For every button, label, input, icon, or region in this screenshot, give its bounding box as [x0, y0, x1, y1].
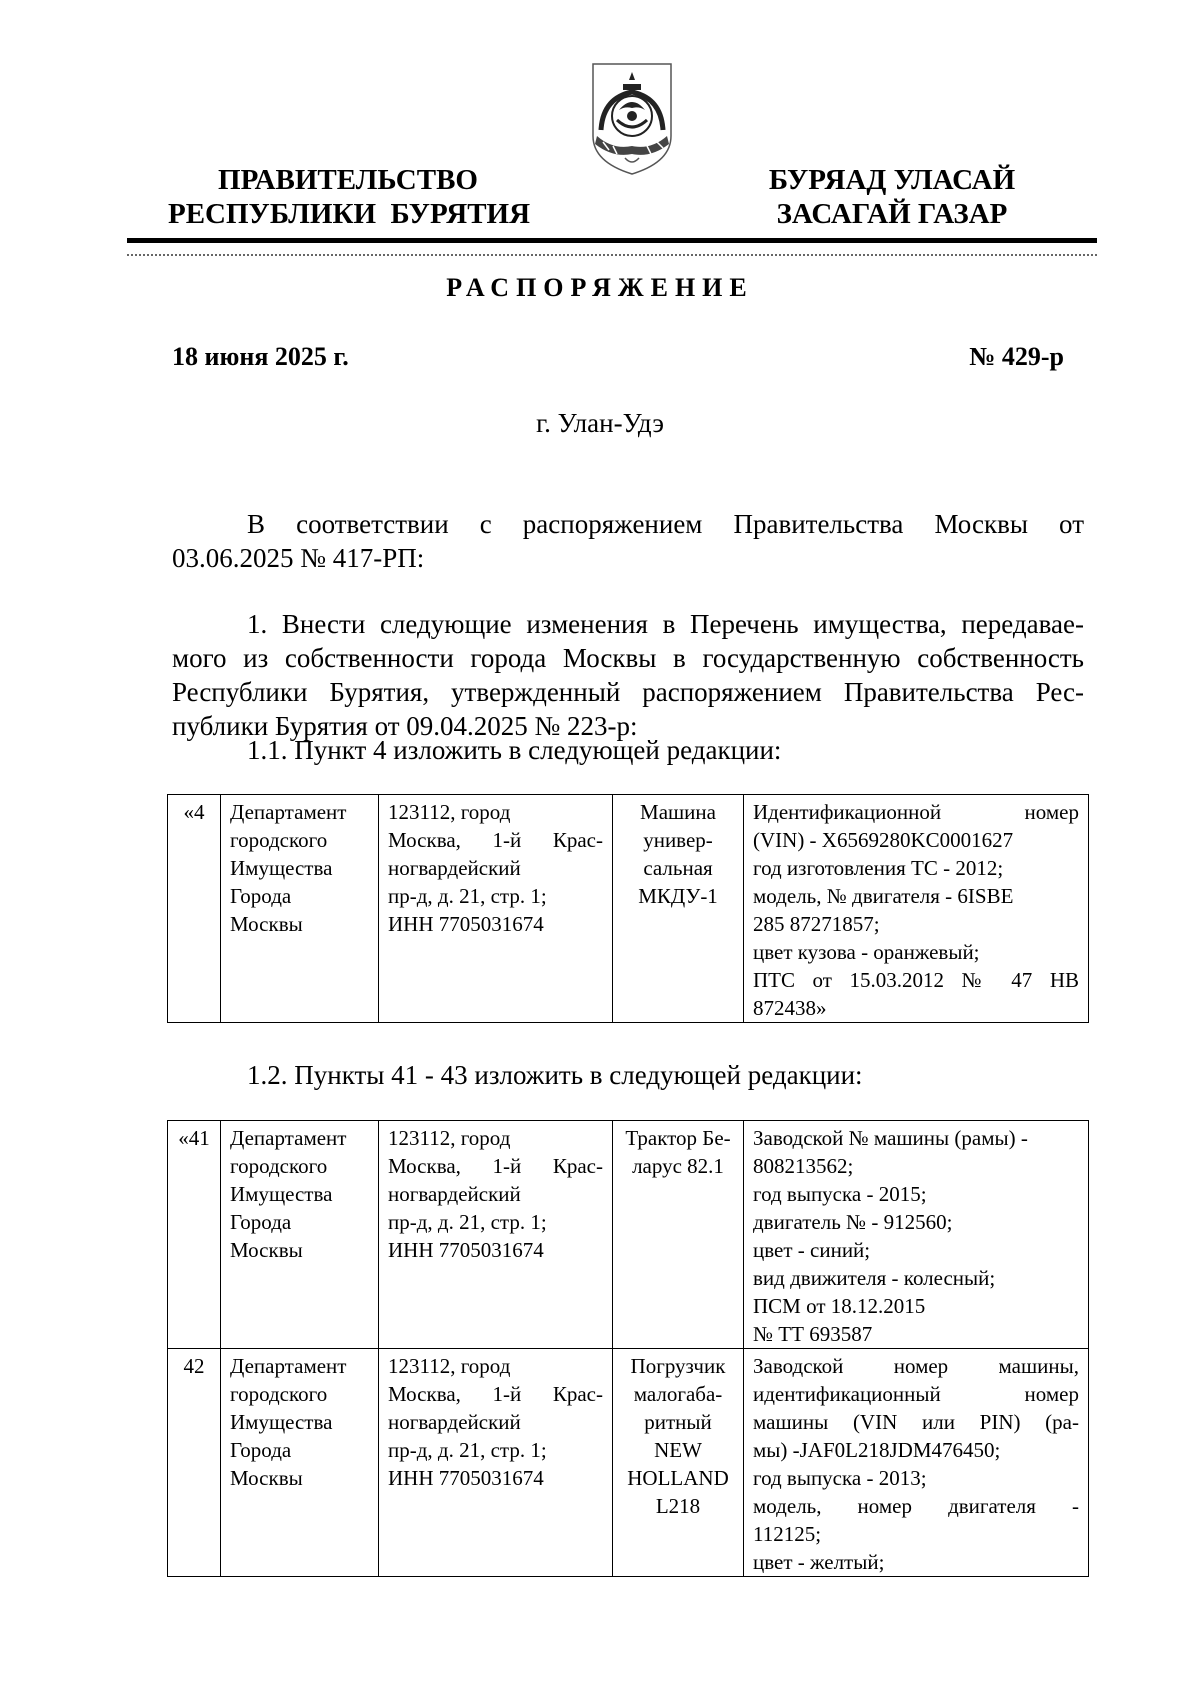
table-row [168, 795, 1089, 1023]
property-name-line: Машина [640, 800, 716, 824]
table-row [168, 1349, 1089, 1577]
address-line: пр-д, д. 21, стр. 1; [388, 1210, 547, 1234]
property-name-line: Трактор Бе- [625, 1126, 731, 1150]
property-name-line: универ- [643, 828, 713, 852]
address-line: Москва, 1-й Крас- [388, 1382, 603, 1406]
preamble-line: В соответствии с распоряжением Правительства Москвы от [247, 509, 1084, 539]
details-cell [744, 795, 1089, 1023]
property-name-line: NEW [654, 1438, 702, 1462]
details-line: год выпуска - 2015; [753, 1182, 927, 1206]
property-name-cell [613, 1121, 744, 1349]
details-line: модель, номер двигателя - [753, 1494, 1079, 1518]
address-line: пр-д, д. 21, стр. 1; [388, 884, 547, 908]
details-line: год выпуска - 2013; [753, 1466, 927, 1490]
holder-line: Имущества [230, 1410, 333, 1434]
document-number: № 429-р [969, 342, 1064, 371]
details-cell [744, 1121, 1089, 1349]
preamble-paragraph [172, 507, 1084, 575]
details-line: цвет кузова - оранжевый; [753, 940, 980, 964]
property-name-line: сальная [643, 856, 713, 880]
document-city: г. Улан-Удэ [536, 408, 664, 438]
holder-line: Департамент [230, 800, 347, 824]
holder-cell [221, 795, 379, 1023]
details-line: 112125; [753, 1522, 822, 1546]
holder-line: Москвы [230, 1238, 303, 1262]
government-name-line-2: РЕСПУБЛИКИ БУРЯТИЯ [168, 198, 531, 230]
document-date: 18 июня 2025 г. [172, 342, 349, 371]
property-name-line: МКДУ-1 [638, 884, 718, 908]
document-title: РАСПОРЯЖЕНИЕ [446, 273, 754, 302]
address-line: пр-д, д. 21, стр. 1; [388, 1438, 547, 1462]
details-line: год изготовления ТС - 2012; [753, 856, 1004, 880]
address-line: 123112, город [388, 1354, 511, 1378]
property-name-line: малогаба- [633, 1382, 723, 1406]
item-1-line: Республики Бурятия, утвержденный распоряжением Правительства Рес- [172, 677, 1084, 707]
details-line: идентификационный номер [753, 1382, 1079, 1406]
details-line: мы) -JAF0L218JDM476450; [753, 1438, 1001, 1462]
address-line: 123112, город [388, 1126, 511, 1150]
property-name-cell [613, 1349, 744, 1577]
holder-cell [221, 1121, 379, 1349]
details-line: вид движителя - колесный; [753, 1266, 996, 1290]
details-line: Заводской номер машины, [753, 1354, 1079, 1378]
details-line: № ТТ 693587 [753, 1322, 873, 1346]
holder-line: городского [230, 1154, 328, 1178]
holder-line: Имущества [230, 856, 333, 880]
row-number: 42 [168, 1349, 221, 1577]
item-1-line: публики Бурятия от 09.04.2025 № 223-р: [172, 711, 638, 741]
address-line: ногвардейский [388, 1410, 521, 1434]
government-name-buryat-line-2: ЗАСАГАЙ ГАЗАР [776, 198, 1008, 230]
property-name-line: HOLLAND [627, 1466, 729, 1490]
holder-line: Москвы [230, 912, 303, 936]
details-line: 285 87271857; [753, 912, 880, 936]
details-line: модель, № двигателя - 6ISBE [753, 884, 1014, 908]
details-line: ПСМ от 18.12.2015 [753, 1294, 926, 1318]
government-name-russian [168, 163, 531, 231]
details-line: машины (VIN или PIN) (ра- [753, 1410, 1079, 1434]
header-divider-thick [127, 238, 1097, 243]
address-line: ИНН 7705031674 [388, 1466, 544, 1490]
government-name-buryat [742, 163, 1042, 231]
holder-cell [221, 1349, 379, 1577]
details-line: 872438» [753, 996, 827, 1020]
details-cell [744, 1349, 1089, 1577]
row-number: «41 [168, 1121, 221, 1349]
address-line: ИНН 7705031674 [388, 1238, 544, 1262]
preamble-line: 03.06.2025 № 417-РП: [172, 543, 425, 573]
holder-line: Департамент [230, 1126, 347, 1150]
holder-line: городского [230, 828, 328, 852]
item-1-line: 1. Внести следующие изменения в Перечень имущества, передавае- [247, 609, 1084, 639]
header-divider-thin [127, 254, 1097, 258]
property-name-cell [613, 795, 744, 1023]
details-line: Идентификационной номер [753, 800, 1079, 824]
address-line: 123112, город [388, 800, 511, 824]
address-line: ногвардейский [388, 856, 521, 880]
table-row [168, 1121, 1089, 1349]
details-line: двигатель № - 912560; [753, 1210, 953, 1234]
details-line: цвет - синий; [753, 1238, 871, 1262]
address-cell [379, 1121, 613, 1349]
holder-line: Города [230, 1210, 292, 1234]
address-cell [379, 1349, 613, 1577]
holder-line: Имущества [230, 1182, 333, 1206]
holder-line: Департамент [230, 1354, 347, 1378]
holder-line: Города [230, 884, 292, 908]
details-line: 808213562; [753, 1154, 854, 1178]
details-line: цвет - желтый; [753, 1550, 885, 1574]
property-name-line: ритный [644, 1410, 712, 1434]
address-line: ИНН 7705031674 [388, 912, 544, 936]
details-line: Заводской № машины (рамы) - [753, 1126, 1028, 1150]
holder-line: городского [230, 1382, 328, 1406]
government-name-buryat-line-1: БУРЯАД УЛАСАЙ [768, 164, 1016, 196]
address-line: Москва, 1-й Крас- [388, 828, 603, 852]
coat-of-arms-icon [589, 58, 675, 178]
item-1-2-heading: 1.2. Пункты 41 - 43 изложить в следующей редакции: [247, 1060, 863, 1090]
item-1-paragraph [172, 607, 1084, 743]
property-table-2 [167, 1120, 1089, 1577]
holder-line: Москвы [230, 1466, 303, 1490]
government-name-line-1: ПРАВИТЕЛЬСТВО [218, 164, 478, 196]
item-1-line: мого из собственности города Москвы в государственную собственность [172, 643, 1084, 673]
property-name-line: ларус 82.1 [632, 1154, 724, 1178]
address-cell [379, 795, 613, 1023]
details-line: (VIN) - X6569280KC0001627 [753, 828, 1014, 852]
property-name-line: L218 [655, 1494, 701, 1518]
address-line: ногвардейский [388, 1182, 521, 1206]
holder-line: Города [230, 1438, 292, 1462]
address-line: Москва, 1-й Крас- [388, 1154, 603, 1178]
item-1-1-heading: 1.1. Пункт 4 изложить в следующей редакции: [247, 735, 782, 765]
property-table-1 [167, 794, 1089, 1023]
row-number: «4 [168, 795, 221, 1023]
property-name-line: Погрузчик [630, 1354, 726, 1378]
details-line: ПТС от 15.03.2012 № 47 НВ [753, 968, 1079, 992]
